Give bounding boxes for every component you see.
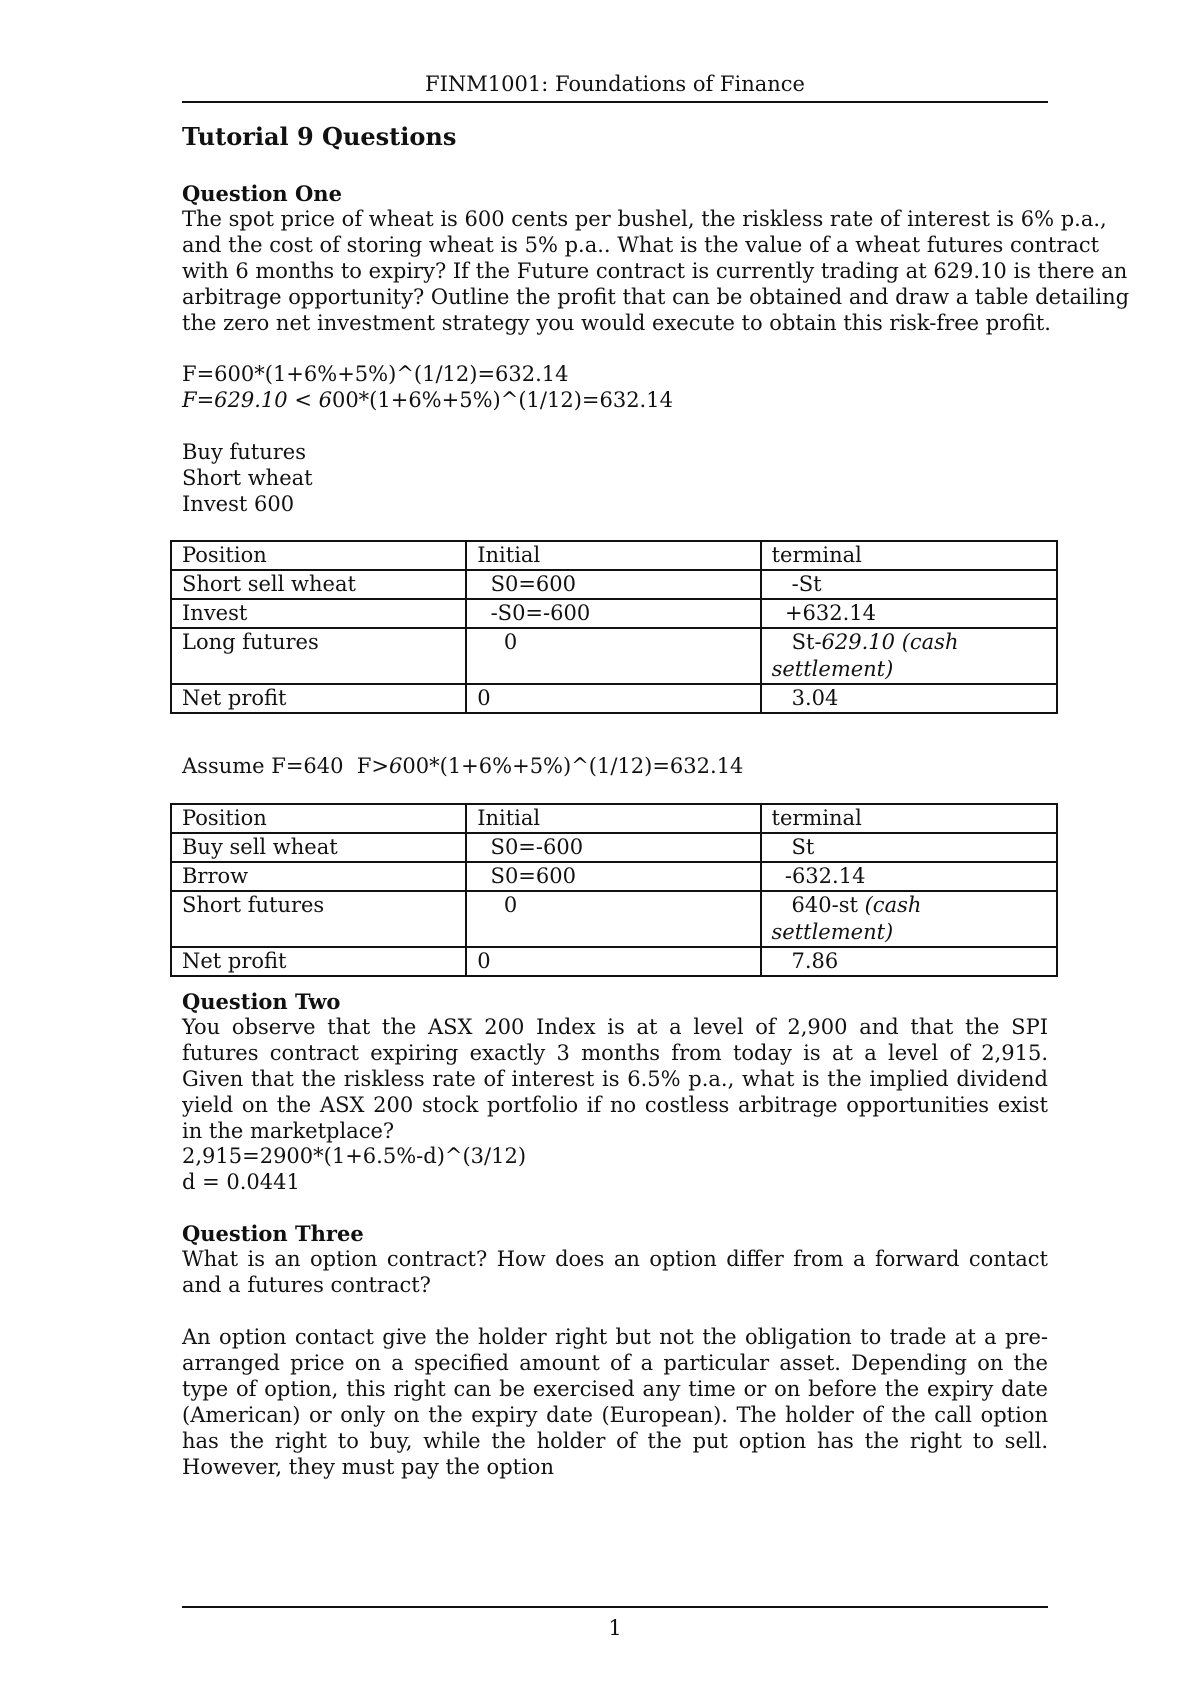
question-one-line-4: arbitrage opportunity? Outline the profit that can be obtained and draw a table detailing <box>182 285 1130 309</box>
table-header-cell: Initial <box>466 541 760 570</box>
question-one-heading: Question One <box>182 181 342 206</box>
table-row <box>171 570 1057 599</box>
table-row <box>171 947 1057 976</box>
step-invest: Invest 600 <box>182 492 295 516</box>
table-cell <box>761 628 1057 684</box>
table-cell: Net profit <box>171 684 466 713</box>
cell-italic-line2: settlement) <box>771 657 894 681</box>
question-two-text: You observe that the ASX 200 Index is at a level of 2,900 and that the SPI futures contract expiring exactly 3 months from today is at a level of 2,915. Given that the riskless rate of interest is 6.5% p.a., what is the implied dividend yield on the ASX 200 stock portfolio if no costless arbitrage opportunities exist in the marketplace? <box>182 1015 1048 1143</box>
page-title: Tutorial 9 Questions <box>182 122 457 151</box>
cell-text: St- <box>771 630 822 654</box>
table-cell: 0 <box>466 891 760 947</box>
running-header: FINM1001: Foundations of Finance <box>425 72 805 96</box>
table-row <box>171 833 1057 862</box>
table-cell: S0=600 <box>466 570 760 599</box>
table-cell: Short sell wheat <box>171 570 466 599</box>
question-three-text: What is an option contract? How does an option differ from a forward contact and a futures contract? <box>182 1247 1048 1297</box>
assume-rest: 00*(1+6%+5%)^(1/12)=632.14 <box>402 754 744 778</box>
table-cell: -632.14 <box>761 862 1058 891</box>
arbitrage-table-1 <box>170 540 1058 714</box>
table-cell: 0 <box>466 684 760 713</box>
question-three-answer: An option contact give the holder right but not the obligation to trade at a pre-arranged price on a specified amount of a particular asset. Depending on the type of option, this right can be exercised any time or on before the expiry date (American) or only on the expiry date (European). The holder of the call option has the right to buy, while the holder of the put option has the right to sell. However, they must pay the option <box>182 1325 1048 1479</box>
formula-comparison-rest: 00*(1+6%+5%)^(1/12)=632.14 <box>331 388 673 412</box>
table-row <box>171 628 1057 684</box>
assume-prefix: Assume F=640 F> <box>182 754 390 778</box>
table-cell: Buy sell wheat <box>171 833 466 862</box>
arbitrage-table-2 <box>170 803 1058 977</box>
table-header-cell: Position <box>171 804 466 833</box>
table-row <box>171 684 1057 713</box>
question-one-line-3: with 6 months to expiry? If the Future contract is currently trading at 629.10 is there an <box>182 259 1128 283</box>
question-one-line-2: and the cost of storing wheat is 5% p.a.. What is the value of a wheat futures contract <box>182 233 1100 257</box>
page-number: 1 <box>608 1616 622 1640</box>
table-cell <box>761 891 1058 947</box>
table-row <box>171 599 1057 628</box>
assume-line <box>182 752 1048 780</box>
question-one-line-1: The spot price of wheat is 600 cents per bushel, the riskless rate of interest is 6% p.a., <box>182 207 1107 231</box>
table-cell: Brrow <box>171 862 466 891</box>
table-cell: -S0=-600 <box>466 599 760 628</box>
question-three-heading: Question Three <box>182 1221 364 1246</box>
step-short-wheat: Short wheat <box>182 466 313 490</box>
table-cell: S0=-600 <box>466 833 760 862</box>
table-header-row <box>171 541 1057 570</box>
table-header-row <box>171 804 1057 833</box>
table-cell: 7.86 <box>761 947 1058 976</box>
table-cell: -St <box>761 570 1057 599</box>
question-one-line-5: the zero net investment strategy you would execute to obtain this risk-free profit. <box>182 311 1051 335</box>
cell-italic: 629.10 (cash <box>821 630 959 654</box>
table-header-cell: Initial <box>466 804 760 833</box>
formula-comparison-italic: F=629.10 < 6 <box>182 388 332 412</box>
table-header-cell: terminal <box>761 541 1057 570</box>
table-row <box>171 862 1057 891</box>
footer-rule <box>182 1606 1048 1608</box>
table-cell: Invest <box>171 599 466 628</box>
table-header-cell: terminal <box>761 804 1058 833</box>
table-cell: Short futures <box>171 891 466 947</box>
formula-dividend-result: d = 0.0441 <box>182 1170 300 1194</box>
header-rule <box>182 101 1048 103</box>
cell-italic: (cash settlement) <box>771 893 922 944</box>
formula-dividend: 2,915=2900*(1+6.5%-d)^(3/12) <box>182 1144 527 1168</box>
formula-futures-value: F=600*(1+6%+5%)^(1/12)=632.14 <box>182 362 569 386</box>
table-cell: 0 <box>466 628 760 684</box>
table-cell: S0=600 <box>466 862 760 891</box>
table-cell: 0 <box>466 947 760 976</box>
table-cell: Net profit <box>171 947 466 976</box>
cell-text: 640-st <box>771 893 865 917</box>
formula-comparison <box>182 386 1048 414</box>
table-header-cell: Position <box>171 541 466 570</box>
table-cell: +632.14 <box>761 599 1057 628</box>
table-cell: Long futures <box>171 628 466 684</box>
table-cell: 3.04 <box>761 684 1057 713</box>
step-buy-futures: Buy futures <box>182 440 307 464</box>
question-two-heading: Question Two <box>182 989 341 1014</box>
table-cell: St <box>761 833 1058 862</box>
assume-italic: 6 <box>389 754 403 778</box>
table-row <box>171 891 1057 947</box>
